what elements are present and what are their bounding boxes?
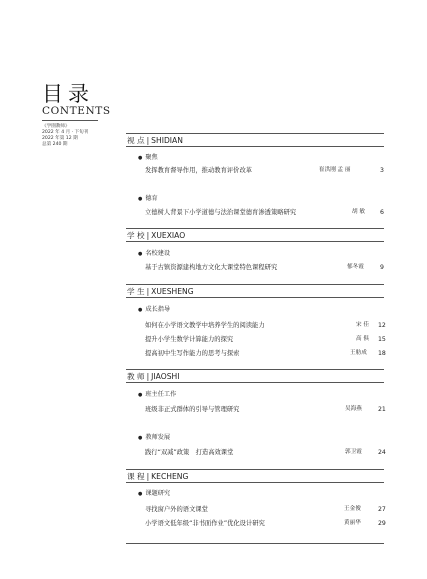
bullet-icon: ● (138, 306, 143, 313)
subsection-label: ● 名校建设 (138, 250, 171, 257)
section-rule (126, 297, 384, 298)
section-header-xuesheng: 学 生 | XUESHENG (127, 287, 194, 296)
journal-name: 《学園教师》 (42, 124, 70, 129)
section-rule (126, 382, 384, 383)
bullet-icon: ● (138, 434, 143, 441)
section-rule (126, 133, 384, 134)
section-header-jiaoshi: 教 师 | JIAOSHI (127, 372, 180, 381)
article-page[interactable]: 27 (378, 506, 386, 513)
section-header-shidian: 视 点 | SHIDIAN (127, 136, 183, 145)
subsection-label: ● 聚焦 (138, 154, 158, 161)
section-title-zh: 学 校 (127, 231, 145, 240)
article-title[interactable]: 发挥教育督导作用，推动教育评价改革 (145, 167, 253, 174)
article-title[interactable]: 小学语文低年级“非书面作业”优化设计研究 (145, 520, 265, 527)
article-author: 胡 敏 (352, 209, 365, 215)
article-author: 宋 佳 (356, 322, 369, 328)
masthead-rule (42, 120, 98, 121)
article-author: 高 俱 (356, 336, 369, 342)
article-author: 吴海燕 (345, 406, 362, 412)
article-title[interactable]: 如何在小学语文教学中培养学生的阅读能力 (145, 322, 265, 329)
section-title-zh: 学 生 (127, 287, 145, 296)
section-title-en: XUESHENG (151, 287, 194, 296)
article-page[interactable]: 9 (380, 264, 384, 271)
article-title[interactable]: 班级非正式群体的引导与管理研究 (145, 406, 240, 413)
subsection-label: ● 成长指导 (138, 306, 171, 313)
article-title[interactable]: 基于古镇资源建构地方文化大课堂特色课程研究 (145, 264, 278, 271)
article-author: 郁冬霞 (347, 264, 364, 270)
bullet-icon: ● (138, 195, 143, 202)
section-title-en: JIAOSHI (151, 372, 180, 381)
subsection-label: ● 教师发展 (138, 434, 171, 441)
section-rule (126, 469, 384, 470)
section-rule (126, 284, 384, 285)
article-title[interactable]: 立德树人背景下小学道德与法治课堂德育渗透策略研究 (145, 209, 297, 216)
article-page[interactable]: 15 (378, 336, 386, 343)
section-rule (126, 146, 384, 147)
section-rule (126, 369, 384, 370)
article-page[interactable]: 21 (378, 406, 386, 413)
article-author: 黄丽华 (344, 520, 361, 526)
section-rule (126, 482, 384, 483)
bullet-icon: ● (138, 154, 143, 161)
section-title-en: KECHENG (151, 472, 189, 481)
article-title[interactable]: 寻找窗户外的语文课堂 (145, 506, 208, 513)
section-title-zh: 教 师 (127, 372, 145, 381)
closing-rule (126, 543, 384, 544)
article-author: 王舫成 (350, 350, 367, 356)
section-title-zh: 视 点 (127, 136, 145, 145)
section-header-xuexiao: 学 校 | XUEXIAO (127, 231, 186, 240)
total-issue-number: 总第 240 期 (42, 142, 68, 147)
section-rule (126, 228, 384, 229)
issue-number: 2022 年第 12 期 (42, 136, 78, 141)
article-page[interactable]: 12 (378, 322, 386, 329)
bullet-icon: ● (138, 391, 143, 398)
contents-title: 目录 (42, 82, 94, 106)
section-header-kecheng: 课 程 | KECHENG (127, 472, 189, 481)
article-page[interactable]: 29 (378, 520, 386, 527)
section-title-en: SHIDIAN (151, 136, 183, 145)
contents-subtitle: CONTENTS (42, 105, 111, 117)
article-author: 郭卫霞 (345, 449, 362, 455)
subsection-label: ● 课题研究 (138, 490, 171, 497)
article-title[interactable]: 提高初中生写作能力的思考与探索 (145, 350, 240, 357)
section-title-zh: 课 程 (127, 472, 145, 481)
article-page[interactable]: 24 (378, 449, 386, 456)
section-rule (126, 241, 384, 242)
article-page[interactable]: 3 (380, 167, 384, 174)
bullet-icon: ● (138, 490, 143, 497)
issue-date: 2022 年 4 月 · 下旬刊 (42, 130, 89, 135)
article-page[interactable]: 6 (380, 209, 384, 216)
article-author: 王金俊 (344, 506, 361, 512)
subsection-label: ● 德育 (138, 195, 158, 202)
article-page[interactable]: 18 (378, 350, 386, 357)
bullet-icon: ● (138, 250, 143, 257)
article-title[interactable]: 践行“双减”政策 打造高效课堂 (145, 449, 234, 456)
article-author: 崔洪刚 孟 丽 (319, 167, 351, 173)
subsection-label: ● 班主任工作 (138, 391, 177, 398)
article-title[interactable]: 提升小学生数学计算能力的探究 (145, 336, 234, 343)
section-title-en: XUEXIAO (151, 231, 186, 240)
